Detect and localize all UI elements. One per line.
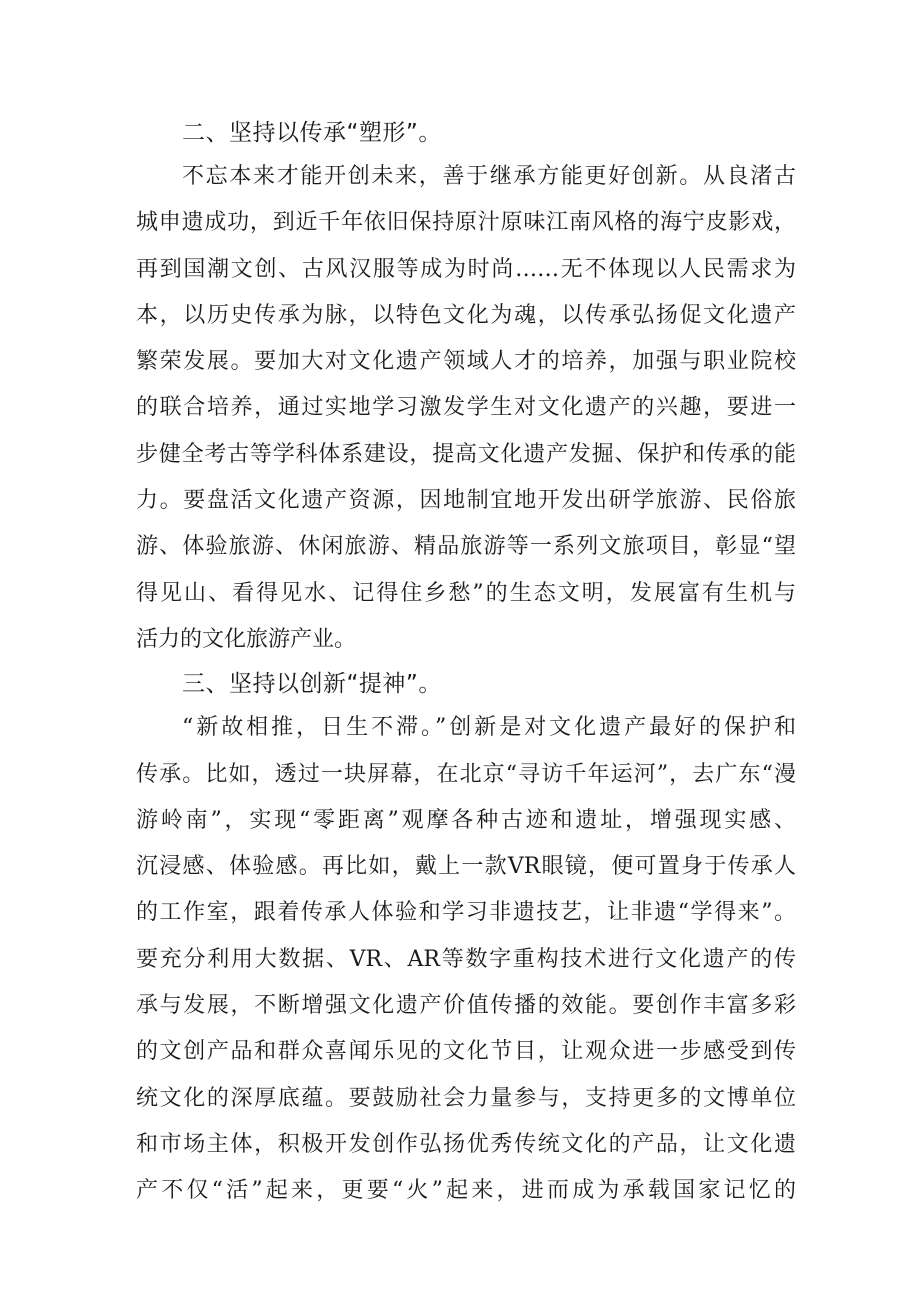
paragraph-line: 沉浸感、体验感。再比如，戴上一款VR眼镜，便可置身于传承人 <box>136 854 796 880</box>
section-2-paragraph <box>136 154 796 663</box>
paragraph-line: 游岭南”，实现“零距离”观摩各种古迹和遗址，增强现实感、 <box>136 807 796 833</box>
paragraph-line: 的文创产品和群众喜闻乐见的文化节目，让观众进一步感受到传 <box>136 1039 796 1065</box>
paragraph-line: 活力的文化旅游产业。 <box>136 626 357 652</box>
paragraph-line: 要充分利用大数据、VR、AR等数字重构技术进行文化遗产的传 <box>136 946 796 972</box>
section-heading-3: 三、坚持以创新“提神”。 <box>182 671 442 698</box>
document-page <box>136 112 796 1215</box>
section-heading-2: 二、坚持以传承“塑形”。 <box>182 120 442 146</box>
paragraph-line: 的工作室，跟着传承人体验和学习非遗技艺，让非遗“学得来”。 <box>136 900 796 926</box>
paragraph-line: 的联合培养，通过实地学习激发学生对文化遗产的兴趣，要进一 <box>136 395 796 421</box>
paragraph-line: 承与发展，不断增强文化遗产价值传播的效能。要创作丰富多彩 <box>136 993 796 1019</box>
paragraph-line: 城申遗成功，到近千年依旧保持原汁原味江南风格的海宁皮影戏， <box>136 210 796 236</box>
paragraph-line: 本，以历史传承为脉，以特色文化为魂，以传承弘扬促文化遗产 <box>136 302 796 328</box>
paragraph-line: 统文化的深厚底蕴。要鼓励社会力量参与，支持更多的文博单位 <box>136 1085 796 1111</box>
paragraph-line: 繁荣发展。要加大对文化遗产领域人才的培养，加强与职业院校 <box>136 349 796 375</box>
paragraph-line: 得见山、看得见水、记得住乡愁”的生态文明，发展富有生机与 <box>136 580 796 606</box>
paragraph-line: 步健全考古等学科体系建设，提高文化遗产发掘、保护和传承的能 <box>136 441 796 467</box>
paragraph-line: 产不仅“活”起来，更要“火”起来，进而成为承载国家记忆的 <box>136 1178 796 1204</box>
paragraph-line: 和市场主体，积极开发创作弘扬优秀传统文化的产品，让文化遗 <box>136 1131 796 1157</box>
paragraph-line: 力。要盘活文化遗产资源，因地制宜地开发出研学旅游、民俗旅 <box>136 488 796 514</box>
section-3-paragraph <box>136 705 796 1214</box>
paragraph-line: “新故相推，日生不滞。”创新是对文化遗产最好的保护和 <box>182 715 796 741</box>
paragraph-line: 再到国潮文创、古风汉服等成为时尚……无不体现以人民需求为 <box>136 256 796 282</box>
paragraph-line: 传承。比如，透过一块屏幕，在北京“寻访千年运河”，去广东“漫 <box>136 761 796 787</box>
paragraph-line: 游、体验旅游、休闲旅游、精品旅游等一系列文旅项目，彰显“望 <box>136 534 796 560</box>
paragraph-line: 不忘本来才能开创未来，善于继承方能更好创新。从良渚古 <box>182 164 796 189</box>
